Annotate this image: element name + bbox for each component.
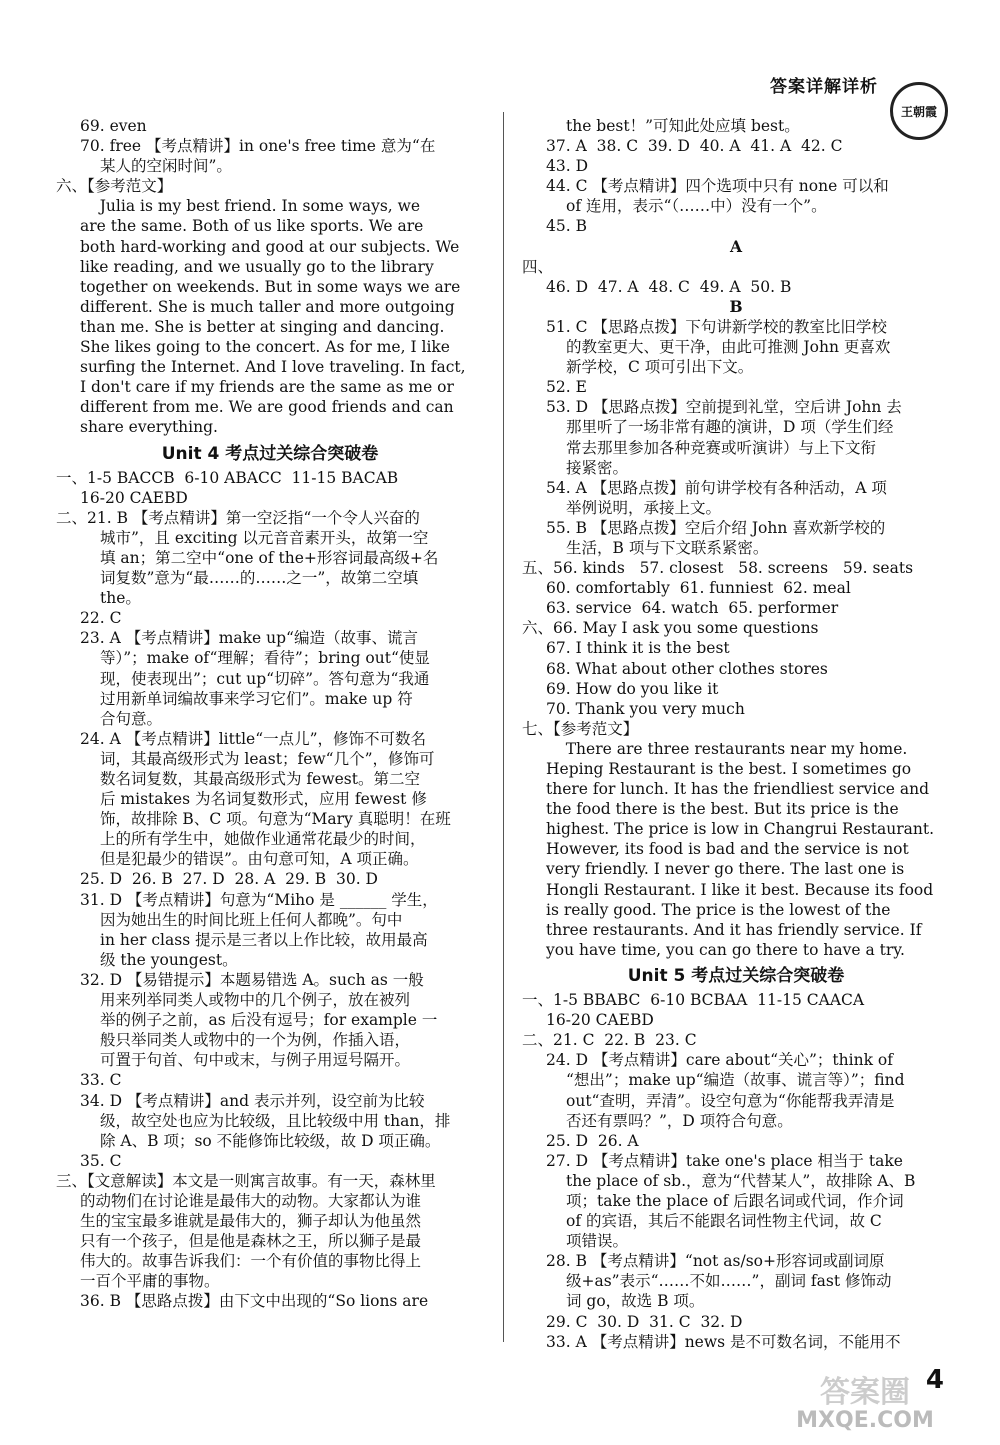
text-line: both hard-working and good at our subjects. We [80,237,460,256]
text-line: the food there is the best. But its price is the [546,800,899,819]
text-line: 现，使表现出”；cut up“切碎”。答句意为“我通 [100,669,430,688]
text-line: 因为她出生的时间比班上任何人都晚”。句中 [100,910,403,929]
text-line: 后 mistakes 为名词复数形式，应用 fewest 修 [100,790,427,809]
text-line: A [729,236,743,256]
text-line: 32. D 【易错提示】本题易错选 A。such as 一般 [80,970,424,989]
text-line: 24. D 【考点精讲】care about“关心”；think of [546,1051,893,1070]
text-line: 接紧密。 [566,458,629,477]
text-line: 除 A、B 项；so 不能修饰比较级，故 D 项正确。 [100,1131,441,1150]
text-line: 五、56. kinds 57. closest 58. screens 59. seats [522,559,914,578]
text-line: 70. free 【考点精讲】in one's free time 意为“在 [80,137,436,156]
text-line: 六、66. May I ask you some questions [522,619,819,638]
text-line: 等）”；make of“理解；看待”；bring out“使显 [100,649,430,668]
text-line: 25. D 26. B 27. D 28. A 29. B 30. D [80,870,378,889]
text-line: I don't care if my friends are the same as me or [80,378,454,397]
column-divider [503,112,504,1342]
text-line: than me. She is better at singing and dancing. [80,317,445,336]
text-line: 四、 [522,257,554,276]
text-line: is really good. The price is the lowest of the [546,900,891,919]
text-line: 词复数”意为“最……的……之一”，故第二空填 [100,569,419,588]
text-line: 只有一个孩子，但是他是森林之王，所以狮子是最 [80,1232,422,1251]
text-line: 项；take the place of 后跟名词或代词，作介词 [566,1191,904,1210]
text-line: 35. C [80,1151,122,1170]
text-line: share everything. [80,418,218,437]
text-line: 55. B 【思路点拨】空后介绍 John 喜欢新学校的 [546,518,886,537]
text-line: 一、1-5 BBABC 6-10 BCBAA 11-15 CAACA [522,991,865,1010]
text-line: 举例说明，承接上文。 [566,498,722,517]
text-line: highest. The price is low in Changrui Restaurant. [546,820,935,839]
text-line: together on weekends. But in some ways we are [80,277,461,296]
text-line: 67. I think it is the best [546,639,730,658]
text-line: 词，其最高级形式为 least；few“几个”，修饰可 [100,749,435,768]
text-line: 二、21. B 【考点精讲】第一空泛指“一个令人兴奋的 [56,508,420,527]
text-line: 68. What about other clothes stores [546,659,828,678]
text-line: of 连用，表示“（……中）没有一个”。 [566,197,827,216]
watermark [760,1377,970,1437]
text-line: 63. service 64. watch 65. performer [546,599,839,618]
text-line: B [729,296,743,316]
text-line: 饰，故排除 B、C 项。句意为“Mary 真聪明！在班 [100,810,451,829]
text-line: 33. C [80,1071,122,1090]
text-line: 34. D 【考点精讲】and 表示并列，设空前为比较 [80,1091,425,1110]
text-line: 填 an；第二空中“one of the+形容词最高级+名 [100,548,439,567]
text-line: 43. D [546,157,589,176]
text-line: you have time, you can go there to have a try. [546,940,905,959]
text-line: surfing the Internet. And I love traveling. In fact, [80,358,466,377]
text-line: 的教室更大、更干净，由此可推测 John 更喜欢 [566,338,891,357]
text-line: 六、【参考范文】 [56,177,173,196]
text-line: 可置于句首、句中或末，与例子用逗号隔开。 [100,1051,411,1070]
text-line: 31. D 【考点精讲】句意为“Miho 是 ______ 学生， [80,890,438,909]
text-line: 级+as”表示“……不如……”，副词 fast 修饰动 [566,1272,892,1291]
left-column [56,116,484,1312]
text-line: 69. How do you like it [546,679,719,698]
text-line: However, its food is bad and the service is not [546,840,909,859]
text-line: 54. A 【思路点拨】前句讲学校有各种活动，A 项 [546,478,887,497]
text-line: 否还有票吗？”，D 项符合句意。 [566,1111,793,1130]
watermark-text: 答案圈 [820,1375,910,1410]
page-number: 4 [925,1365,944,1395]
text-line: 项错误。 [566,1232,629,1251]
text-line: 24. A 【考点精讲】little“一点儿”，修饰不可数名 [80,729,427,748]
text-line: 69. even [80,117,147,135]
text-line: 新学校，C 项可引出下文。 [566,358,754,377]
text-line: 数名词复数，其最高级形式为 fewest。第二空 [100,770,420,788]
text-line: the place of sb.，意为“代替某人”，故排除 A、B [566,1171,916,1190]
text-line: Heping Restaurant is the best. I sometimes go [546,760,912,778]
text-line: 二、21. C 22. B 23. C [522,1031,697,1050]
text-line: very friendly. I never go there. The last one is [546,860,905,879]
text-line: 44. C 【考点精讲】四个选项中只有 none 可以和 [546,177,889,196]
text-line: 生的宝宝最多谁就是最伟大的，狮子却认为他虽然 [80,1212,422,1231]
text-line: out“查明，弄清”。设空句意为“你能帮我弄清是 [566,1091,895,1110]
watermark-url: MXQE.COM [796,1408,934,1433]
right-column [522,116,950,1352]
text-line: 七、【参考范文】 [522,719,639,738]
text-line: 51. C 【思路点拨】下句讲新学校的教室比旧学校 [546,317,887,336]
section-title: Unit 5 考点过关综合突破卷 [627,965,845,986]
text-line: 的动物们在讨论谁是最伟大的动物。大家都认为谁 [80,1191,422,1210]
text-line: the。 [100,589,141,608]
text-line: 28. B 【考点精讲】“not as/so+形容词或副词原 [546,1252,885,1271]
text-line: different. She is much taller and more outgoing [80,297,455,316]
text-line: 22. C [80,609,122,628]
text-line: 46. D 47. A 48. C 49. A 50. B [546,277,792,296]
text-line: there for lunch. It has the friendliest service and [546,780,929,799]
text-line: in her class 提示是三者以上作比较，故用最高 [100,930,428,949]
text-line: 某人的空闲时间”。 [100,157,232,176]
text-line: 60. comfortably 61. funniest 62. meal [546,579,851,598]
text-line: 那里听了一场非常有趣的演讲，D 项（学生们经 [566,418,894,437]
text-line: 27. D 【考点精讲】take one's place 相当于 take [546,1151,903,1170]
text-line: 级 the youngest。 [100,950,238,969]
text-line: Hongli Restaurant. I like it best. Because its food [546,880,934,899]
text-line: 36. B 【思路点拨】由下文中出现的“So lions are [80,1292,429,1311]
text-line: 过用新单词编故事来学习它们”。make up 符 [100,689,413,708]
text-line: the best！”可知此处应填 best。 [566,117,800,135]
text-line: She likes going to the concert. As for me, I like [80,338,450,357]
text-line: 29. C 30. D 31. C 32. D [546,1312,743,1331]
text-line: are the same. Both of us like sports. We are [80,217,424,236]
page-header-title: 答案详解详析 [770,77,878,97]
text-line: of 的宾语，其后不能跟名词性物主代词，故 C [566,1212,882,1231]
text-line: There are three restaurants near my home. [546,739,908,758]
text-line: 23. A 【考点精讲】make up“编造（故事、谎言 [80,629,418,648]
text-line: different from me. We are good friends and can [80,398,454,417]
section-title: Unit 4 考点过关综合突破卷 [161,443,379,464]
text-line: 16-20 CAEBD [546,1011,654,1030]
text-line: 般只举同类人或物中的一个为例，作插入语， [100,1031,411,1050]
text-line: 词 go，故选 B 项。 [566,1292,705,1311]
text-line: 上的所有学生中，她做作业通常花最少的时间， [100,830,426,849]
text-line: 级，故空处也应为比较级，且比较级中用 than，排 [100,1111,451,1130]
text-line: 伟大的。故事告诉我们：一个有价值的事物比得上 [80,1252,422,1271]
text-line: 生活，B 项与下文联系紧密。 [566,538,769,557]
text-line: three restaurants. And it has friendly service. If [546,920,922,939]
text-line: 16-20 CAEBD [80,488,188,507]
text-line: 合句意。 [100,709,163,728]
text-line: 45. B [546,217,587,236]
text-line: 70. Thank you very much [546,699,745,718]
text-line: 常去那里参加各种竞赛或听演讲）与上下文衔 [566,438,877,457]
text-line: 一、1-5 BACCB 6-10 ABACC 11-15 BACAB [56,468,399,487]
text-line: 三、【文意解读】本文是一则寓言故事。有一天，森林里 [56,1171,436,1190]
text-line: 53. D 【思路点拨】空前提到礼堂，空后讲 John 去 [546,398,902,417]
text-line: 33. A 【考点精讲】news 是不可数名词，不能用不 [546,1332,901,1351]
text-line: 城市”，且 exciting 以元音音素开头，故第一空 [100,528,429,547]
publisher-logo: 王朝霞 [890,82,948,140]
text-line: 52. E [546,378,587,397]
text-line: 用来列举同类人或物中的几个例子，放在被列 [100,991,411,1010]
text-line: like reading, and we usually go to the library [80,257,434,276]
text-line: 25. D 26. A [546,1131,639,1150]
text-line: 37. A 38. C 39. D 40. A 41. A 42. C [546,137,843,156]
text-line: Julia is my best friend. In some ways, we [80,197,421,216]
text-line: “想出”；make up“编造（故事、谎言等）”；find [566,1071,905,1090]
text-line: 举的例子之前，as 后没有逗号；for example 一 [100,1011,438,1030]
text-line: 但是犯最少的错误”。由句意可知，A 项正确。 [100,850,419,869]
text-line: 一百个平庸的事物。 [80,1272,220,1291]
